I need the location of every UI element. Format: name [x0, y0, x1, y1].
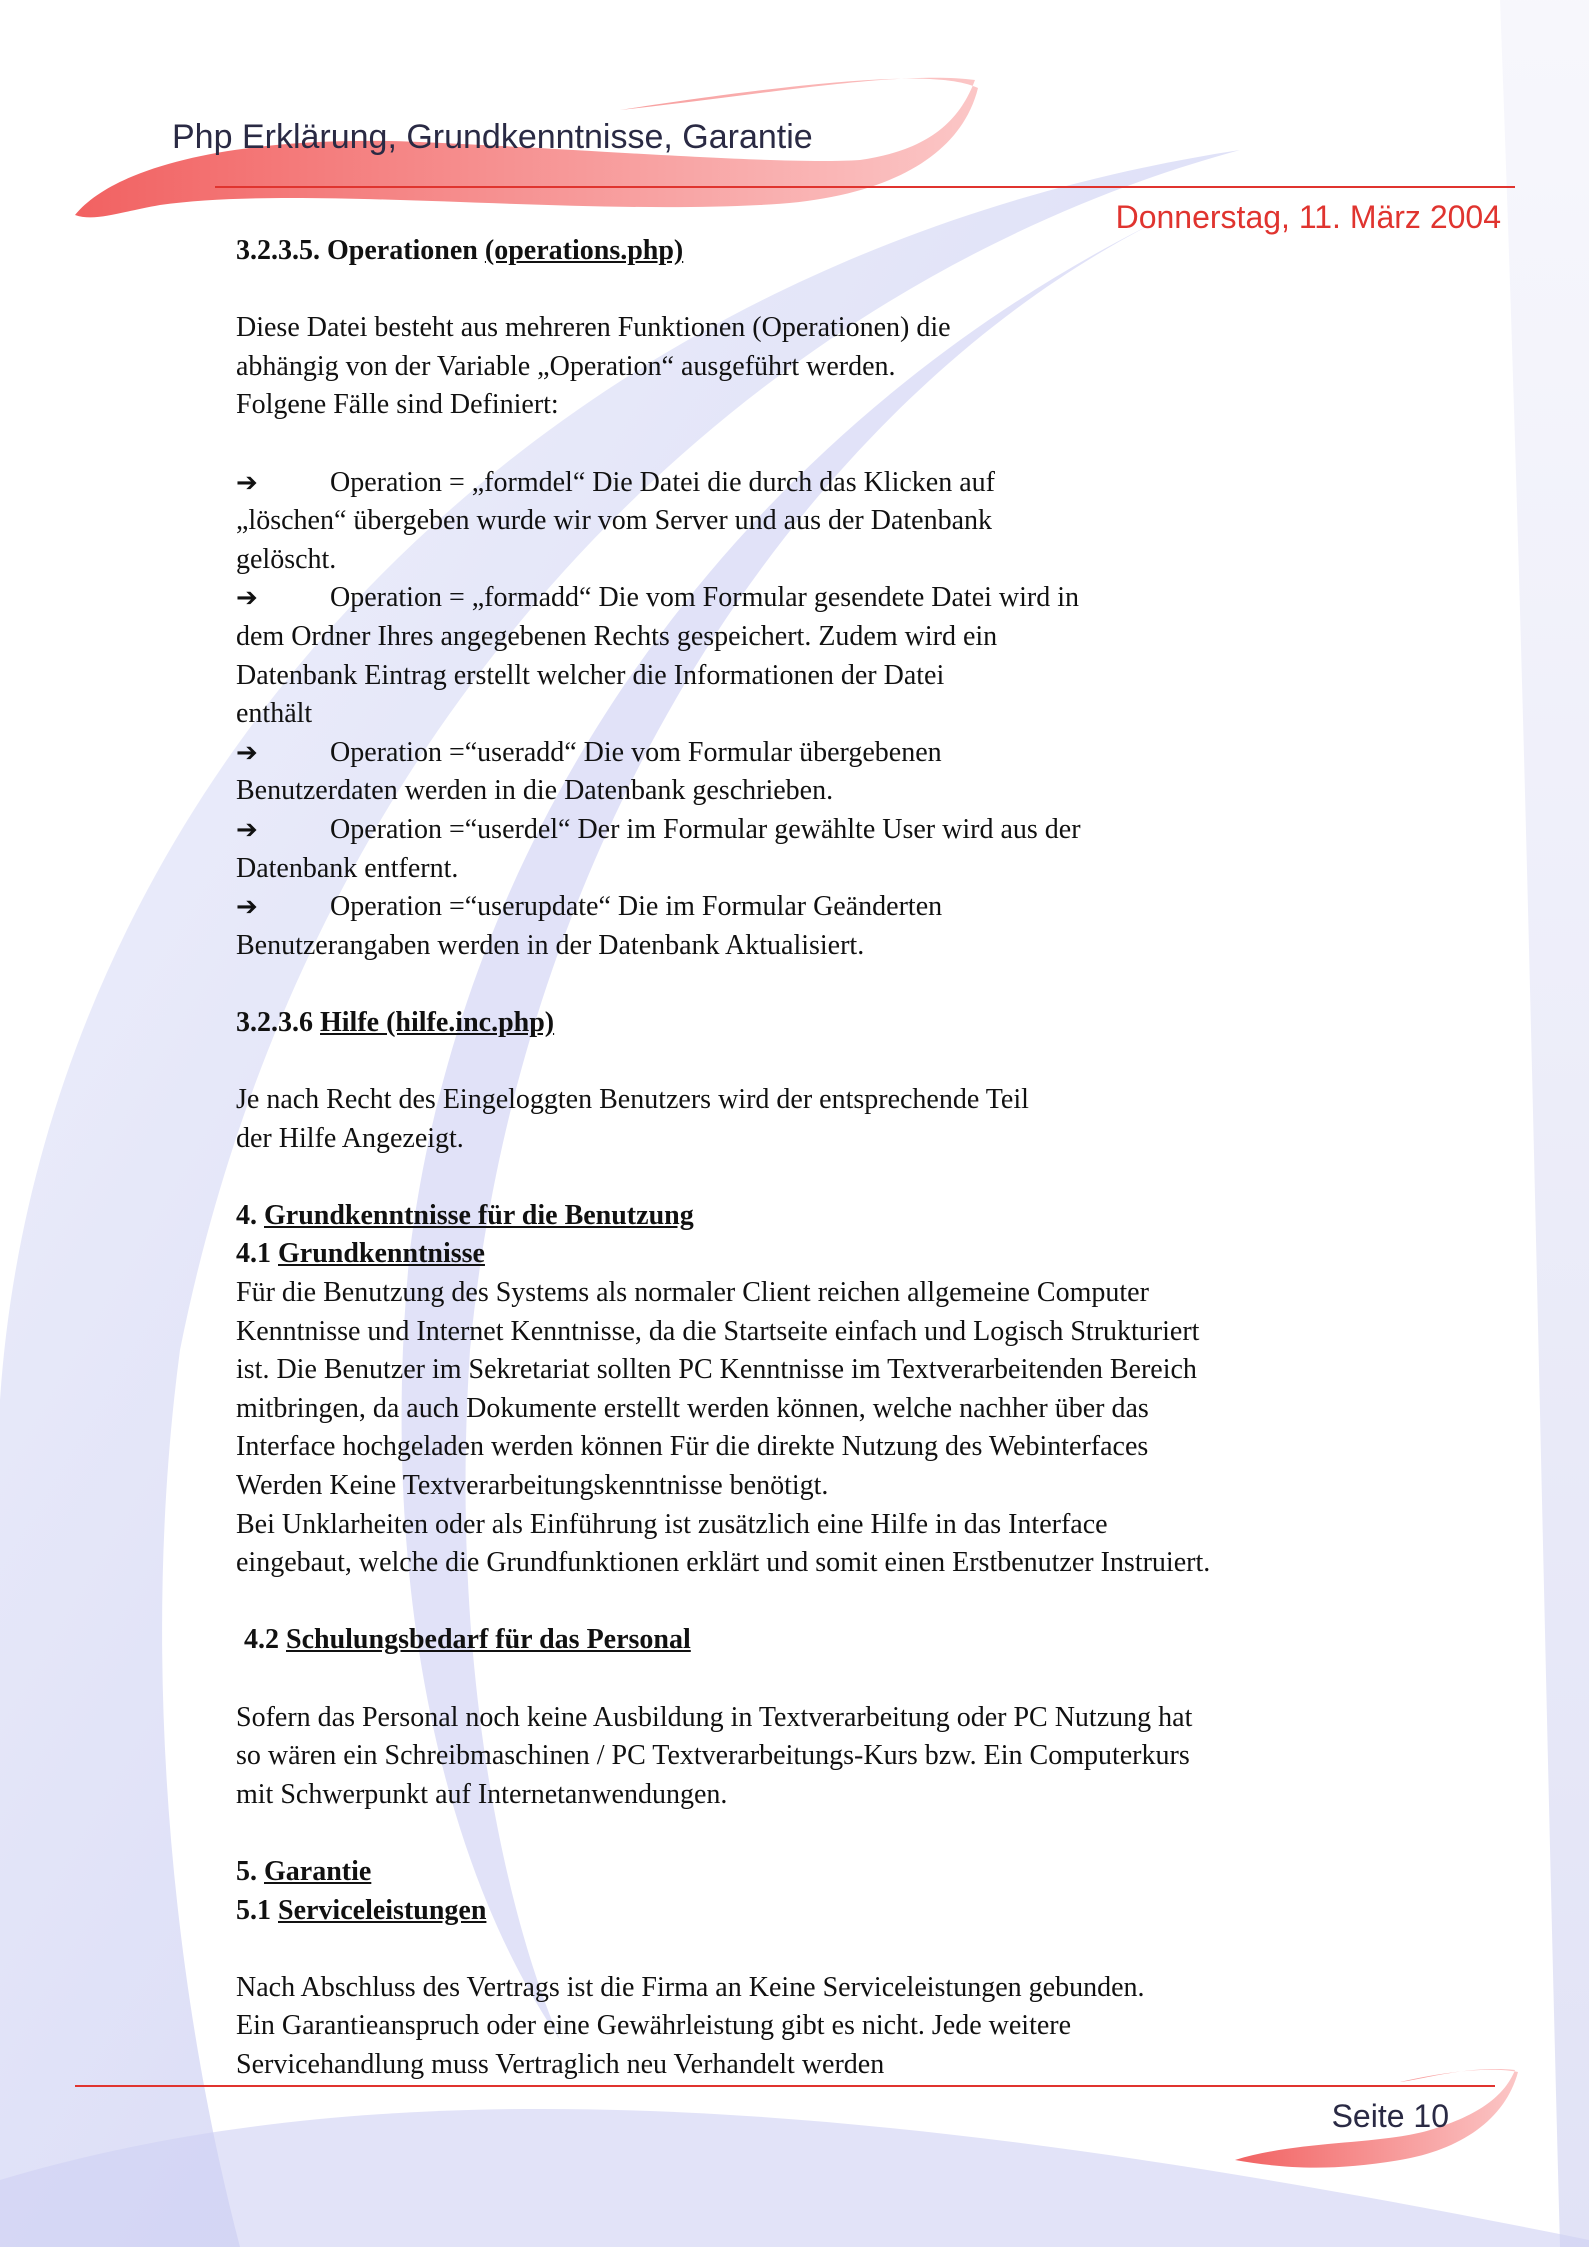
header-date: Donnerstag, 11. März 2004	[1115, 199, 1501, 235]
section-heading-schulungsbedarf: 4.2 Schulungsbedarf für das Personal	[244, 1624, 691, 1656]
paragraph-line: eingebaut, welche die Grundfunktionen erklärt und somit einen Erstbenutzer Instruiert.	[236, 1547, 1211, 1579]
heading-link: Schulungsbedarf für das Personal	[286, 1624, 691, 1656]
paragraph-line: Je nach Recht des Eingeloggten Benutzers wird der entsprechende Teil	[236, 1084, 1029, 1116]
heading-link: (operations.php)	[484, 235, 684, 266]
paragraph-line: Sofern das Personal noch keine Ausbildung in Textverarbeitung oder PC Nutzung hat	[236, 1701, 1193, 1733]
paragraph-line: der Hilfe Angezeigt.	[236, 1122, 464, 1154]
page-number: Seite 10	[1331, 2098, 1449, 2134]
heading-link: Grundkenntnisse	[278, 1238, 485, 1270]
page-edge-shade	[1500, 0, 1589, 2247]
list-item: ➔ Operation =“useradd“ Die vom Formular übergebenen	[236, 734, 1366, 773]
list-item-continuation: Datenbank entfernt.	[236, 852, 459, 884]
paragraph-line: Interface hochgeladen werden können Für die direkte Nutzung des Webinterfaces	[236, 1431, 1149, 1463]
section-heading-operations: 3.2.3.5. Operationen (operations.php)	[236, 235, 684, 266]
paragraph-line: Ein Garantieanspruch oder eine Gewährleistung gibt es nicht. Jede weitere	[236, 2010, 1072, 2042]
footer-divider	[75, 2085, 1495, 2087]
arrow-right-icon: ➔	[236, 583, 258, 614]
heading-link: Hilfe (hilfe.inc.php)	[320, 1006, 555, 1038]
list-item-continuation: dem Ordner Ihres angegebenen Rechts gespeichert. Zudem wird ein	[236, 620, 998, 652]
list-item: ➔ Operation = „formadd“ Die vom Formular gesendete Datei wird in	[236, 579, 1366, 618]
heading-link: Serviceleistungen	[278, 1894, 487, 1926]
heading-link: Garantie	[264, 1855, 372, 1887]
list-item-continuation: Benutzerangaben werden in der Datenbank Aktualisiert.	[236, 929, 865, 961]
list-item: ➔ Operation =“userupdate“ Die im Formular Geänderten	[236, 888, 1366, 927]
paragraph-line: Nach Abschluss des Vertrags ist die Firma an Keine Serviceleistungen gebunden.	[236, 1971, 1145, 2003]
paragraph-line: Bei Unklarheiten oder als Einführung ist zusätzlich eine Hilfe in das Interface	[236, 1508, 1108, 1540]
section-heading-grundkenntnisse: 4.1 Grundkenntnisse	[236, 1238, 485, 1270]
arrow-right-icon: ➔	[236, 737, 258, 768]
paragraph-line: ist. Die Benutzer im Sekretariat sollten PC Kenntnisse im Textverarbeitenden Bereich	[236, 1354, 1197, 1386]
paragraph-line: Werden Keine Textverarbeitungskenntnisse benötigt.	[236, 1470, 829, 1501]
section-heading-serviceleistungen: 5.1 Serviceleistungen	[236, 1894, 487, 1926]
arrow-right-icon: ➔	[236, 814, 258, 845]
paragraph-line: so wären ein Schreibmaschinen / PC Textverarbeitungs-Kurs bzw. Ein Computerkurs	[236, 1740, 1190, 1772]
list-item-continuation: enthält	[236, 698, 313, 730]
paragraph-line: abhängig von der Variable „Operation“ ausgeführt werden.	[236, 350, 896, 382]
header-title: Php Erklärung, Grundkenntnisse, Garantie	[172, 118, 813, 156]
paragraph-line: Diese Datei besteht aus mehreren Funktionen (Operationen) die	[236, 312, 951, 344]
arrow-right-icon: ➔	[236, 892, 258, 923]
section-heading-hilfe: 3.2.3.6 Hilfe (hilfe.inc.php)	[236, 1006, 555, 1038]
section-heading-grundkenntnisse-benutzung: 4. Grundkenntnisse für die Benutzung	[236, 1199, 694, 1231]
heading-link: Grundkenntnisse für die Benutzung	[264, 1199, 694, 1231]
list-item-continuation: „löschen“ übergeben wurde wir vom Server und aus der Datenbank	[236, 505, 992, 537]
paragraph-line: mit Schwerpunkt auf Internetanwendungen.	[236, 1778, 728, 1810]
header-divider	[215, 186, 1515, 188]
paragraph-line: Für die Benutzung des Systems als normaler Client reichen allgemeine Computer	[236, 1277, 1149, 1309]
list-item: ➔ Operation =“userdel“ Der im Formular gewählte User wird aus der	[236, 811, 1366, 850]
arrow-right-icon: ➔	[236, 467, 258, 498]
paragraph-line: Kenntnisse und Internet Kenntnisse, da die Startseite einfach und Logisch Strukturiert	[236, 1315, 1200, 1347]
section-heading-garantie: 5. Garantie	[236, 1855, 372, 1887]
document-body	[236, 232, 1366, 2085]
list-item-continuation: gelöscht.	[236, 543, 337, 575]
paragraph-line: Servicehandlung muss Vertraglich neu Verhandelt werden	[236, 2048, 885, 2080]
paragraph-line: Folgene Fälle sind Definiert:	[236, 389, 559, 421]
list-item-continuation: Datenbank Eintrag erstellt welcher die Informationen der Datei	[236, 659, 945, 691]
list-item: ➔ Operation = „formdel“ Die Datei die durch das Klicken auf	[236, 464, 1366, 503]
list-item-continuation: Benutzerdaten werden in die Datenbank geschrieben.	[236, 775, 834, 807]
paragraph-line: mitbringen, da auch Dokumente erstellt werden können, welche nachher über das	[236, 1392, 1149, 1424]
